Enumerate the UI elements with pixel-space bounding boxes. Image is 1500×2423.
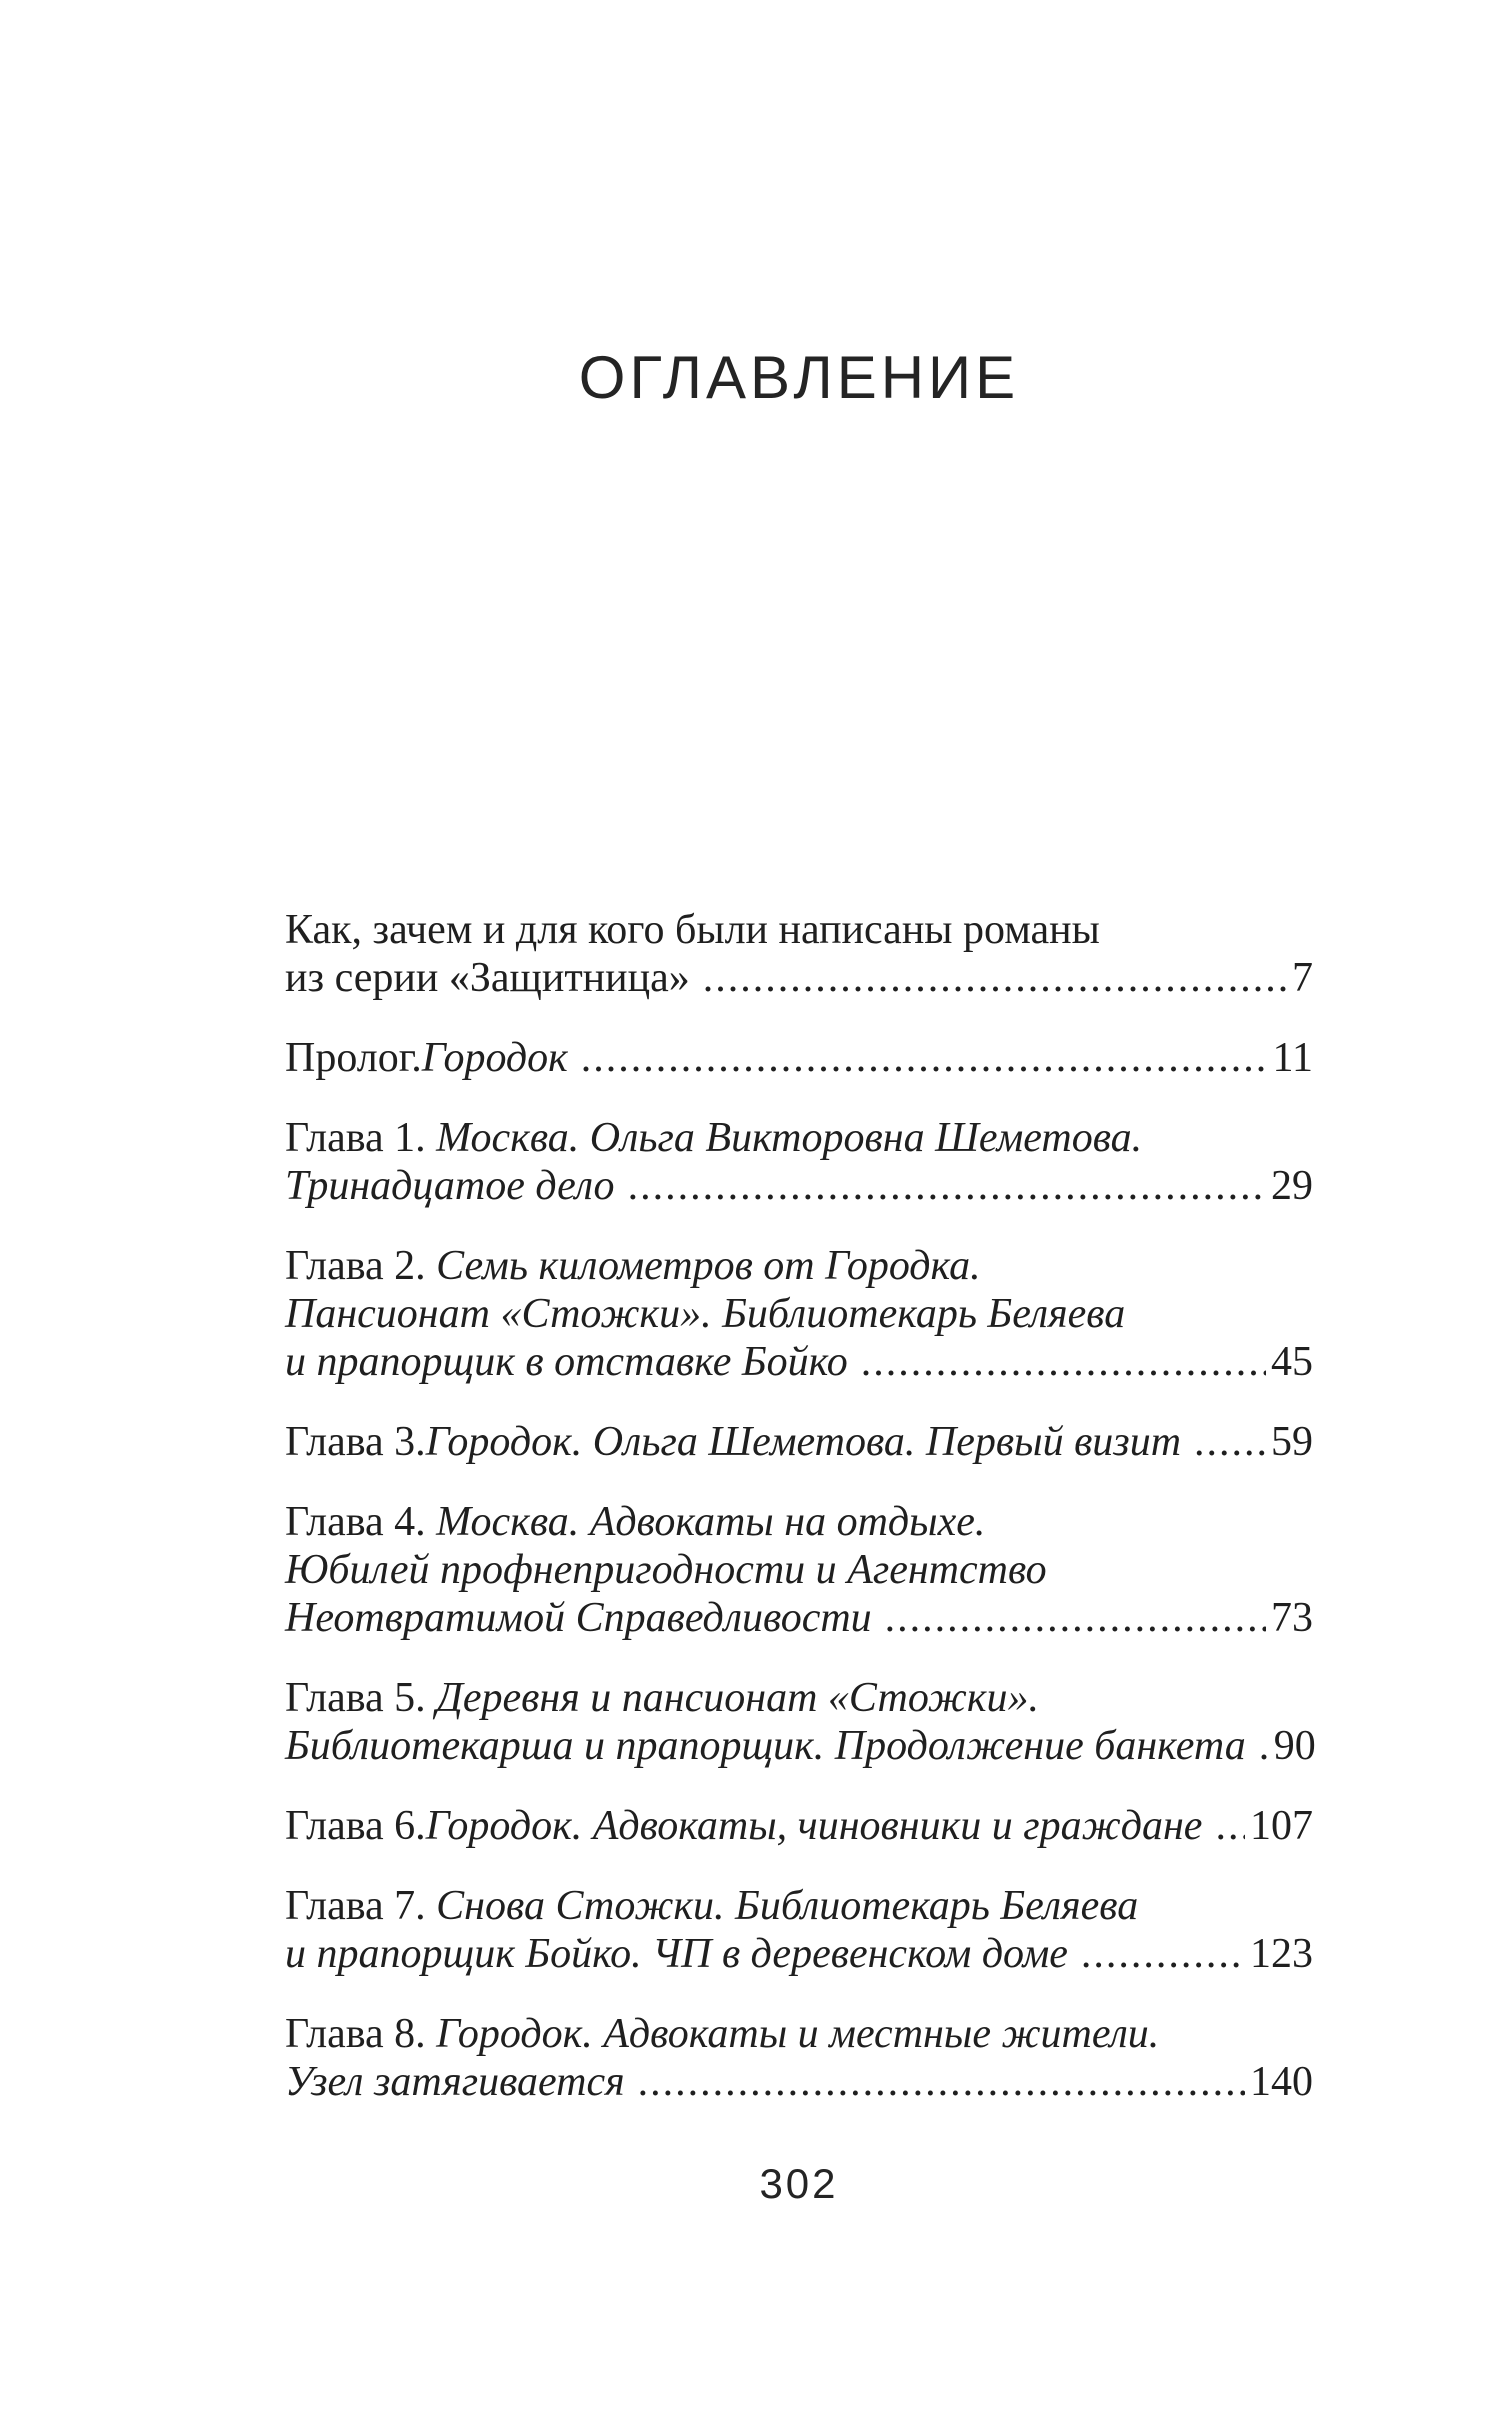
toc-entry [285, 2010, 1313, 2106]
dot-leader [1081, 1930, 1245, 1978]
toc-line [285, 2058, 1313, 2106]
toc-page-number: 107 [1250, 1803, 1313, 1849]
toc-entry [285, 1802, 1313, 1850]
dot-leader [1194, 1418, 1266, 1466]
dot-leader [885, 1594, 1266, 1642]
toc-page-number: 45 [1271, 1339, 1313, 1385]
toc-entry-text: Глава 7. [285, 1883, 426, 1929]
toc-line [285, 1674, 1313, 1722]
toc-entry-text: Глава 4. [285, 1499, 426, 1545]
toc-entry [285, 1498, 1313, 1642]
toc-entry [285, 1418, 1313, 1466]
toc-entry-text: Москва. Адвокаты на отдыхе. [425, 1499, 986, 1545]
toc-entry [285, 1882, 1313, 1978]
toc-entry [285, 1242, 1313, 1386]
dot-leader [628, 1162, 1266, 1210]
toc-page-number: 140 [1250, 2059, 1313, 2105]
toc-entry [285, 1674, 1316, 1770]
toc-entry-text: Глава 6. [285, 1803, 426, 1849]
toc-line [285, 1242, 1313, 1290]
folio-page-number: 302 [759, 2160, 839, 2207]
toc-entry-text: Тринадцатое дело [285, 1163, 615, 1209]
toc-line [285, 1338, 1313, 1386]
toc-entry-text: Городок [421, 1035, 568, 1081]
toc-entry [285, 906, 1313, 1002]
toc-page-number: 123 [1250, 1931, 1313, 1977]
toc-line [285, 2010, 1313, 2058]
dot-leader [1259, 1722, 1269, 1770]
toc-line [285, 1034, 1313, 1082]
toc-line [285, 906, 1313, 954]
toc-entry-text: Глава 5. [285, 1675, 426, 1721]
toc-line [285, 1418, 1313, 1466]
toc-entry-text: Юбилей профнепригодности и Агентство [285, 1547, 1047, 1593]
dot-leader [1215, 1802, 1245, 1850]
dot-leader [581, 1034, 1268, 1082]
toc-list [285, 906, 1316, 2138]
toc-line [285, 1882, 1313, 1930]
toc-entry-text: Снова Стожки. Библиотекарь Беляева [425, 1883, 1139, 1929]
toc-entry-text: Пролог. [285, 1035, 422, 1081]
toc-entry-text: из серии «Защитница» [285, 955, 690, 1001]
toc-entry-text: Неотвратимой Справедливости [285, 1595, 872, 1641]
toc-entry-text: Глава 2. [285, 1243, 426, 1289]
toc-line [285, 1722, 1316, 1770]
toc-entry-text: Семь километров от Городка. [425, 1243, 981, 1289]
toc-entry-text: Москва. Ольга Викторовна Шеметова. [425, 1115, 1143, 1161]
toc-page-number: 59 [1271, 1419, 1313, 1465]
toc-entry-text: Узел затягивается [285, 2059, 625, 2105]
toc-line [285, 1162, 1313, 1210]
toc-entry-text: Городок. Адвокаты, чиновники и граждане [425, 1803, 1203, 1849]
toc-line [285, 1498, 1313, 1546]
dot-leader [703, 954, 1287, 1002]
toc-line [285, 1290, 1313, 1338]
toc-entry-text: и прапорщик в отставке Бойко [285, 1339, 848, 1385]
toc-page-number: 73 [1271, 1595, 1313, 1641]
toc-entry-text: Городок. Адвокаты и местные жители. [425, 2011, 1160, 2057]
toc-entry-text: Библиотекарша и прапорщик. Продолжение банкета [285, 1723, 1246, 1769]
toc-entry-text: Как, зачем и для кого были написаны романы [285, 907, 1100, 953]
page-title: ОГЛАВЛЕНИЕ [578, 344, 1020, 412]
toc-page-number: 11 [1272, 1035, 1313, 1081]
dot-leader [861, 1338, 1266, 1386]
toc-entry-text: Деревня и пансионат «Стожки». [425, 1675, 1040, 1721]
toc-line [285, 1802, 1313, 1850]
toc-entry-text: Глава 8. [285, 2011, 426, 2057]
toc-entry-text: Пансионат «Стожки». Библиотекарь Беляева [285, 1291, 1126, 1337]
toc-entry-text: и прапорщик Бойко. ЧП в деревенском доме [285, 1931, 1068, 1977]
toc-page-number: 90 [1273, 1723, 1316, 1769]
toc-entry [285, 1034, 1313, 1082]
toc-page-number: 29 [1271, 1163, 1313, 1209]
toc-line [285, 1546, 1313, 1594]
toc-entry-text: Глава 3. [285, 1419, 426, 1465]
toc-line [285, 954, 1313, 1002]
toc-entry-text: Глава 1. [285, 1115, 426, 1161]
toc-page-number: 7 [1292, 955, 1313, 1001]
toc-line [285, 1930, 1313, 1978]
toc-line [285, 1594, 1313, 1642]
dot-leader [638, 2058, 1245, 2106]
toc-entry [285, 1114, 1313, 1210]
toc-entry-text: Городок. Ольга Шеметова. Первый визит [425, 1419, 1182, 1465]
toc-line [285, 1114, 1313, 1162]
